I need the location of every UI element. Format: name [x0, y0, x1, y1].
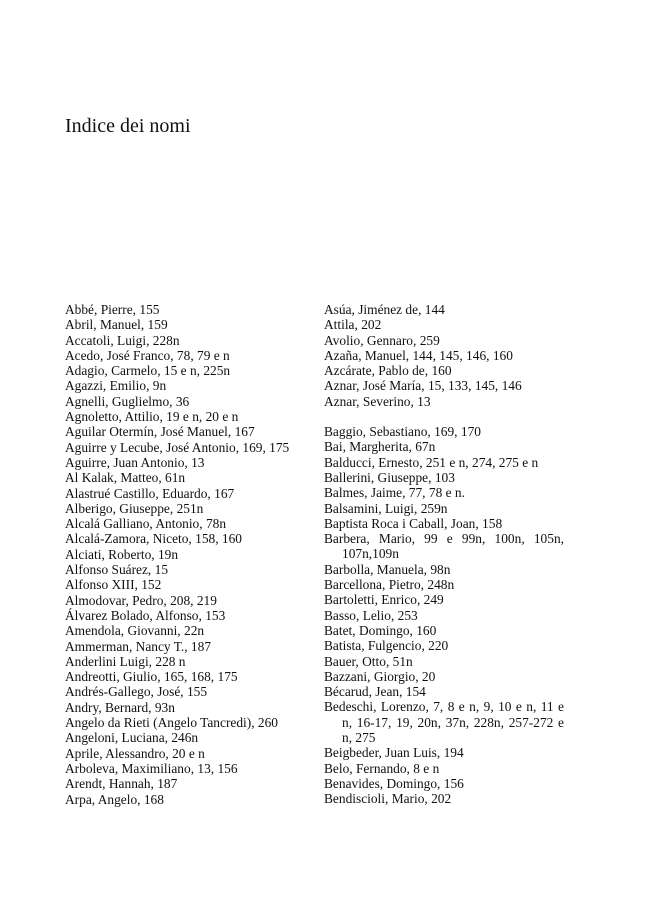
index-group-b: [324, 424, 564, 806]
index-column-right: [324, 302, 564, 807]
index-entry: Anderlini Luigi, 228 n: [65, 653, 186, 669]
index-entry: Aguilar Otermín, José Manuel, 167: [65, 424, 255, 440]
index-entry: Adagio, Carmelo, 15 e n, 225n: [65, 363, 231, 379]
index-entry: Angeloni, Luciana, 246n: [65, 730, 199, 746]
index-entry: Alfonso Suárez, 15: [65, 562, 169, 578]
index-entry: Aguirre y Lecube, José Antonio, 169, 175: [65, 439, 290, 455]
index-entry: Abril, Manuel, 159: [65, 317, 168, 333]
index-entry: Abbé, Pierre, 155: [65, 302, 160, 317]
index-column-left: [65, 302, 313, 807]
index-entry: Andry, Bernard, 93n: [65, 699, 175, 715]
group-separator: [324, 409, 564, 424]
index-entry: Álvarez Bolado, Alfonso, 153: [65, 607, 226, 623]
index-entry: Bécarud, Jean, 154: [324, 684, 426, 700]
index-entry: Basso, Lelio, 253: [324, 607, 418, 623]
index-entry: Barbolla, Manuela, 98n: [324, 561, 451, 577]
index-entry: Alfonso XIII, 152: [65, 577, 162, 593]
index-entry: Baptista Roca i Caball, Joan, 158: [324, 515, 503, 531]
index-entry: Belo, Fernando, 8 e n: [324, 760, 440, 776]
index-entry: Balducci, Ernesto, 251 e n, 274, 275 e n: [324, 454, 539, 470]
index-entry: Batet, Domingo, 160: [324, 622, 437, 638]
index-entry: Amendola, Giovanni, 22n: [65, 623, 205, 639]
index-entry: Asúa, Jiménez de, 144: [324, 302, 445, 317]
index-entry: Alcalá Galliano, Antonio, 78n: [65, 516, 227, 532]
index-entry: Benavides, Domingo, 156: [324, 775, 464, 791]
index-entry: Aznar, Severino, 13: [324, 393, 431, 409]
index-group-a: [324, 302, 564, 409]
page-title: Indice dei nomi: [65, 115, 191, 137]
index-entry: Bendiscioli, Mario, 202: [324, 791, 452, 807]
index-entry: Avolio, Gennaro, 259: [324, 332, 440, 348]
index-entry: Attila, 202: [324, 317, 382, 333]
index-entry: Beigbeder, Juan Luis, 194: [324, 745, 464, 761]
index-entry: Agnelli, Guglielmo, 36: [65, 393, 190, 409]
index-entry: Azaña, Manuel, 144, 145, 146, 160: [324, 347, 513, 363]
index-entry: Alastrué Castillo, Eduardo, 167: [65, 485, 235, 501]
index-entry: Balsamini, Luigi, 259n: [324, 500, 448, 516]
index-entry: Barcellona, Pietro, 248n: [324, 577, 455, 593]
index-entry: Bedeschi, Lorenzo, 7, 8 e n, 9, 10 e n, 11 e n, 16-17, 19, 20n, 37n, 228n, 257-272 e n, 275: [324, 699, 564, 746]
index-entry: Andreotti, Giulio, 165, 168, 175: [65, 669, 238, 685]
index-entry: Alcalá-Zamora, Niceto, 158, 160: [65, 531, 242, 547]
index-entry: Aprile, Alessandro, 20 e n: [65, 745, 205, 761]
index-entry: Batista, Fulgencio, 220: [324, 638, 449, 654]
index-entry: Al Kalak, Matteo, 61n: [65, 470, 186, 486]
index-entry: Bai, Margherita, 67n: [324, 439, 436, 455]
index-entry: Agnoletto, Attilio, 19 e n, 20 e n: [65, 409, 239, 425]
index-entry: Balmes, Jaime, 77, 78 e n.: [324, 485, 465, 501]
index-entry: Acedo, José Franco, 78, 79 e n: [65, 347, 230, 363]
index-entry: Arboleva, Maximiliano, 13, 156: [65, 760, 238, 776]
index-entry: Ammerman, Nancy T., 187: [65, 638, 212, 654]
index-entry: Bazzani, Giorgio, 20: [324, 668, 436, 684]
index-entry: Bauer, Otto, 51n: [324, 653, 413, 669]
index-entry: Aznar, José María, 15, 133, 145, 146: [324, 378, 522, 394]
index-entry: Ballerini, Giuseppe, 103: [324, 469, 455, 485]
index-entry: Azcárate, Pablo de, 160: [324, 363, 452, 379]
index-entry: Almodovar, Pedro, 208, 219: [65, 592, 217, 608]
index-entry: Agazzi, Emilio, 9n: [65, 378, 167, 394]
index-entry: Andrés-Gallego, José, 155: [65, 684, 208, 700]
index-entry: Aguirre, Juan Antonio, 13: [65, 454, 205, 470]
index-entry: Alciati, Roberto, 19n: [65, 546, 179, 562]
index-entry: Angelo da Rieti (Angelo Tancredi), 260: [65, 715, 279, 731]
index-entry: Bartoletti, Enrico, 249: [324, 592, 444, 608]
index-entry: Baggio, Sebastiano, 169, 170: [324, 424, 481, 440]
index-entry: Arpa, Angelo, 168: [65, 791, 164, 807]
index-entry: Accatoli, Luigi, 228n: [65, 332, 180, 348]
index-entry: Barbera, Mario, 99 e 99n, 100n, 105n, 107n,109n: [324, 531, 564, 562]
index-entry: Alberigo, Giuseppe, 251n: [65, 500, 204, 516]
index-entry: Arendt, Hannah, 187: [65, 776, 178, 792]
